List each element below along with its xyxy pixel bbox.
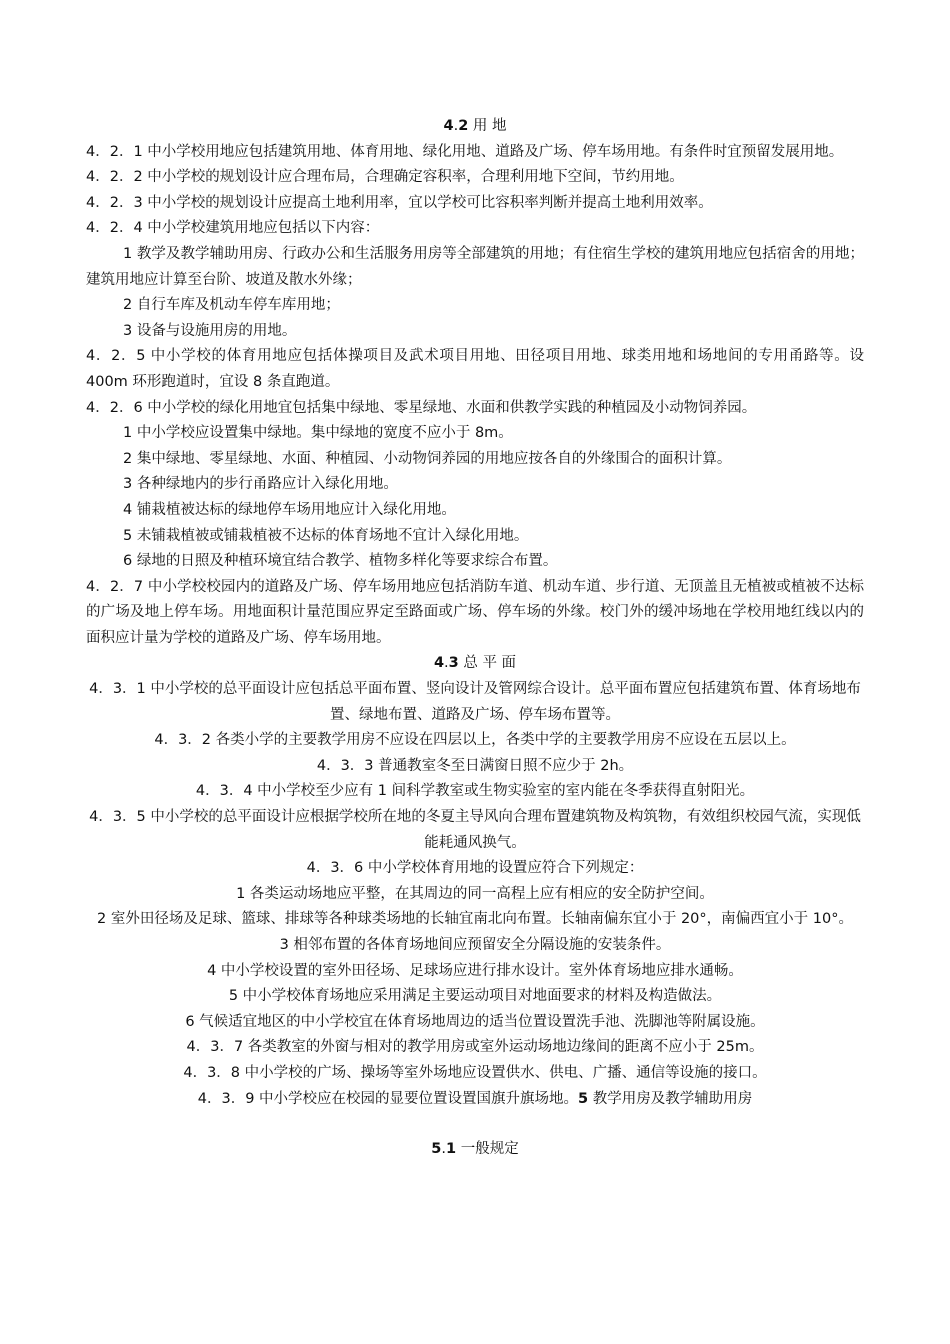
clause-4-3-6-item-2: 2 室外田径场及足球、篮球、排球等各种球类场地的长轴宜南北向布置。长轴南偏东宜小于 20°，南偏西宜小于 10°。 — [97, 911, 853, 928]
clause-4-2-4-item-1: 1 教学及教学辅助用房、行政办公和生活服务用房等全部建筑的用地；有住宿生学校的建筑用地应包括宿舍的用地；建筑用地应计算至台阶、坡道及散水外缘； — [86, 245, 864, 288]
section-title: 用 地 — [468, 118, 507, 134]
section-title: 一般规定 — [456, 1141, 519, 1158]
clause-4-2-4: 4．2．4 中小学校建筑用地应包括以下内容： — [86, 220, 380, 237]
section-heading-4-3 — [86, 651, 864, 677]
clause-4-2-6-item-6: 6 绿地的日照及种植环境宜结合教学、植物多样化等要求综合布置。 — [123, 553, 558, 570]
clause-4-2-6-item-2: 2 集中绿地、零星绿地、水面、种植园、小动物饲养园的用地应按各自的外缘围合的面积计算。 — [123, 450, 732, 467]
clause-4-2-2: 4．2．2 中小学校的规划设计应合理布局，合理确定容积率，合理利用地下空间，节约用地。 — [86, 169, 684, 186]
section-number-separator: . — [444, 655, 449, 672]
clause-4-2-5: 4．2．5 中小学校的体育用地应包括体操项目及武术项目用地、田径项目用地、球类用地和场地间的专用甬路等。设 400m 环形跑道时，宜设 8 条直跑道。 — [86, 348, 864, 390]
clause-4-3-1: 4．3．1 中小学校的总平面设计应包括总平面布置、竖向设计及管网综合设计。总平面布置应包括建筑布置、体育场地布置、绿地布置、道路及广场、停车场布置等。 — [89, 681, 861, 723]
clause-4-3-6-item-6: 6 气候适宜地区的中小学校宜在体育场地周边的适当位置设置洗手池、洗脚池等附属设施。 — [185, 1013, 765, 1030]
section-heading-4-2 — [86, 114, 864, 140]
section-number-separator: . — [453, 118, 459, 134]
clause-4-3-4: 4．3．4 中小学校至少应有 1 间科学教室或生物实验室的室内能在冬季获得直射阳光。 — [195, 783, 755, 800]
clause-4-2-6-item-5: 5 未铺栽植被或铺栽植被不达标的体育场地不宜计入绿化用地。 — [123, 527, 529, 544]
clause-4-2-4-item-3: 3 设备与设施用房的用地。 — [123, 322, 297, 339]
clause-4-2-6-item-1: 1 中小学校应设置集中绿地。集中绿地的宽度不应小于 8m。 — [123, 425, 513, 442]
chapter-title: 教学用房及教学辅助用房 — [588, 1090, 753, 1107]
clause-4-2-6-item-4: 4 铺栽植被达标的绿地停车场用地应计入绿化用地。 — [123, 501, 456, 518]
clause-4-3-9-text: 4．3．9 中小学校应在校园的显要位置设置国旗升旗场地。 — [197, 1090, 579, 1107]
section-number: 1 — [446, 1141, 457, 1158]
section-number: 5 — [431, 1141, 442, 1158]
chapter-number: 5 — [578, 1090, 589, 1107]
section-number: 4 — [443, 118, 454, 134]
section-number-separator: . — [441, 1141, 446, 1158]
clause-4-2-4-item-2: 2 自行车库及机动车停车库用地； — [123, 297, 340, 314]
clause-4-3-3: 4．3．3 普通教室冬至日满窗日照不应少于 2h。 — [316, 757, 634, 774]
clause-4-3-6: 4．3．6 中小学校体育用地的设置应符合下列规定： — [306, 860, 644, 877]
clause-4-3-6-item-5: 5 中小学校体育场地应采用满足主要运动项目对地面要求的材料及构造做法。 — [228, 988, 722, 1005]
clause-4-3-7: 4．3．7 各类教室的外窗与相对的教学用房或室外运动场地边缘间的距离不应小于 25m。 — [186, 1039, 764, 1056]
clause-4-3-9 — [86, 1087, 864, 1113]
clause-4-3-6-item-1: 1 各类运动场地应平整，在其周边的同一高程上应有相应的安全防护空间。 — [236, 885, 714, 902]
clause-4-3-5: 4．3．5 中小学校的总平面设计应根据学校所在地的冬夏主导风向合理布置建筑物及构筑物，有效组织校园气流，实现低能耗通风换气。 — [89, 809, 861, 851]
section-heading-5-1 — [86, 1137, 864, 1163]
clause-4-2-6-item-3: 3 各种绿地内的步行甬路应计入绿化用地。 — [123, 476, 398, 493]
section-number: 2 — [458, 118, 469, 134]
section-title: 总 平 面 — [458, 655, 517, 672]
clause-4-3-8: 4．3．8 中小学校的广场、操场等室外场地应设置供水、供电、广播、通信等设施的接口。 — [183, 1064, 767, 1081]
document-page — [86, 114, 864, 1163]
clause-4-3-2: 4．3．2 各类小学的主要教学用房不应设在四层以上，各类中学的主要教学用房不应设在五层以上。 — [154, 732, 796, 749]
clause-4-2-7: 4．2．7 中小学校校园内的道路及广场、停车场用地应包括消防车道、机动车道、步行道、无顶盖且无植被或植被不达标的广场及地上停车场。用地面积计量范围应界定至路面或广场、停车场的外缘。校门外的缓冲场地在学校用地红线以内的面积应计量为学校的道路及广场、停车场用地。 — [86, 578, 864, 646]
clause-4-2-6: 4．2．6 中小学校的绿化用地宜包括集中绿地、零星绿地、水面和供教学实践的种植园及小动物饲养园。 — [86, 399, 757, 416]
section-number: 4 — [433, 655, 445, 672]
clause-4-3-6-item-3: 3 相邻布置的各体育场地间应预留安全分隔设施的安装条件。 — [279, 937, 671, 953]
spacer — [86, 1112, 864, 1137]
clause-4-2-3: 4．2．3 中小学校的规划设计应提高土地利用率，宜以学校可比容积率判断并提高土地利用效率。 — [86, 194, 713, 211]
clause-4-3-6-item-4: 4 中小学校设置的室外田径场、足球场应进行排水设计。室外体育场地应排水通畅。 — [207, 962, 743, 979]
clause-4-2-1: 4．2．1 中小学校用地应包括建筑用地、体育用地、绿化用地、道路及广场、停车场用地。有条件时宜预留发展用地。 — [86, 143, 844, 160]
section-number: 3 — [448, 655, 459, 672]
